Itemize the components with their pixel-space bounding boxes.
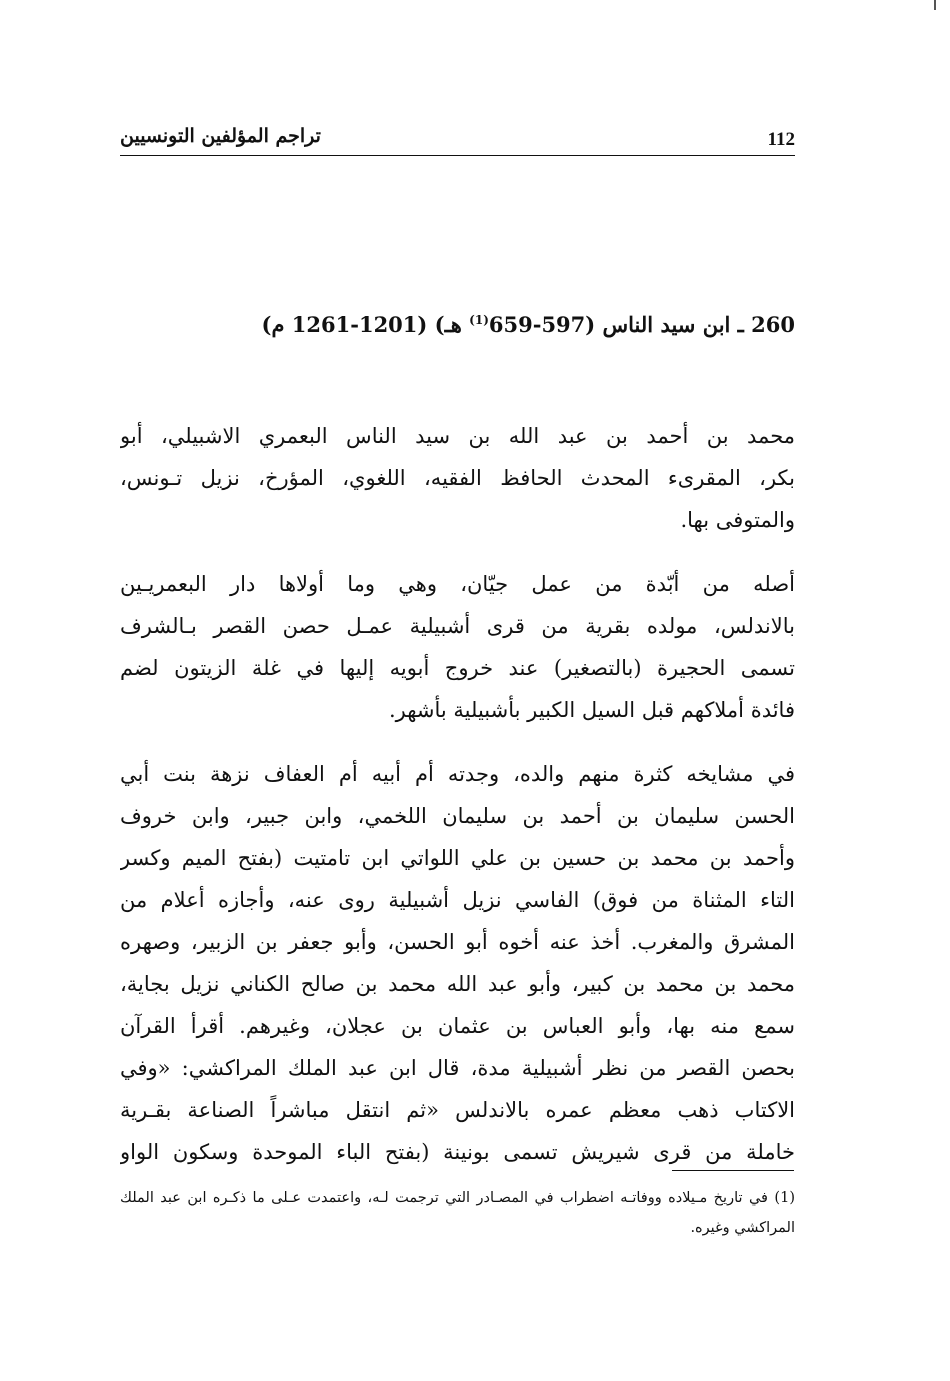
- footnote: [120, 1183, 795, 1243]
- footnote-line: (1) في تاريخ مـيلاده ووفاتـه اضطراب في المصـادر التي ترجمت لـه، واعتمدت عـلى ما ذكـره ابن عبد الملك: [120, 1190, 795, 1206]
- page-number: 112: [767, 129, 795, 150]
- text-line: فائدة أملاكهم قبل السيل الكبير بأشبيلية بأشهر.: [388, 698, 795, 722]
- text-line: تسمى الحجيرة (بالتصغير) عند خروج أبويه إليها في غلة الزيتون لضم: [120, 656, 795, 680]
- entry-heading: [258, 312, 795, 337]
- header-rule: [120, 155, 795, 156]
- running-header: [120, 125, 795, 155]
- entry-heading-tail: هـ) (1201-1261 م): [261, 312, 470, 337]
- text-line: الاكتاب ذهب معظم عمره بالاندلس «ثم انتقل مباشراً الصناعة بقـرية: [120, 1098, 795, 1122]
- corner-mark: [934, 0, 936, 10]
- text-line: والمتوفى بها.: [680, 508, 795, 532]
- running-title: تراجم المؤلفين التونسيين: [120, 125, 321, 147]
- text-line: الحسن سليمان بن أحمد بن سليمان اللخمي، وابن جبير، وابن خروف: [120, 804, 795, 828]
- footnote-line: المراكشي وغيره.: [690, 1220, 795, 1236]
- footnote-rule: [672, 1170, 794, 1171]
- footnote-marker: (1): [469, 313, 489, 327]
- entry-heading-main: 260 ـ ابن سيد الناس (597-659: [488, 312, 795, 337]
- paragraph-biography: [120, 415, 795, 541]
- text-line: المشرق والمغرب. أخذ عنه أخوه أبو الحسن، وأبو جعفر بن الزبير، وصهره: [120, 930, 795, 954]
- text-line: بحصن القصر من نظر أشبيلية مدة، قال ابن عبد الملك المراكشي: «وفي: [120, 1056, 795, 1080]
- paragraph-teachers: [120, 753, 795, 1173]
- body-text: [120, 415, 795, 1195]
- text-line: محمد بن أحمد بن عبد الله بن سيد الناس البعمري الاشبيلي، أبو: [120, 424, 795, 448]
- text-line: بكر، المقرىء المحدث الحافظ الفقيه، اللغوي، المؤرخ، نزيل تـونس،: [120, 466, 795, 490]
- text-line: أصله من أبّدة من عمل جيّان، وهي وما أولاها دار البعمريـين: [120, 572, 795, 596]
- text-line: سمع منه بها، وأبو العباس بن عثمان بن عجلان، وغيرهم. أقرأ القرآن: [120, 1014, 795, 1038]
- text-line: وأحمد بن محمد بن حسين بن علي اللواتي ابن تامتيت (بفتح الميم وكسر: [120, 846, 795, 870]
- text-line: في مشايخه كثرة منهم والده، وجدته أم أبيه أم العفاف نزهة بنت أبي: [120, 762, 795, 786]
- text-line: بالاندلس، مولده بقرية من قرى أشبيلية عمـل حصن القصر بـالشرف: [120, 614, 795, 638]
- text-line: التاء المثناة من فوق) الفاسي نزيل أشبيلية روى عنه، وأجازه أعلام من: [120, 888, 795, 912]
- paragraph-origin: [120, 563, 795, 731]
- text-line: محمد بن محمد بن كبير، وأبو عبد الله محمد بن صالح الكناني نزيل بجاية،: [120, 972, 795, 996]
- text-line: خاملة من قرى شيريش تسمى بونينة (بفتح الباء الموحدة وسكون الواو: [120, 1140, 795, 1164]
